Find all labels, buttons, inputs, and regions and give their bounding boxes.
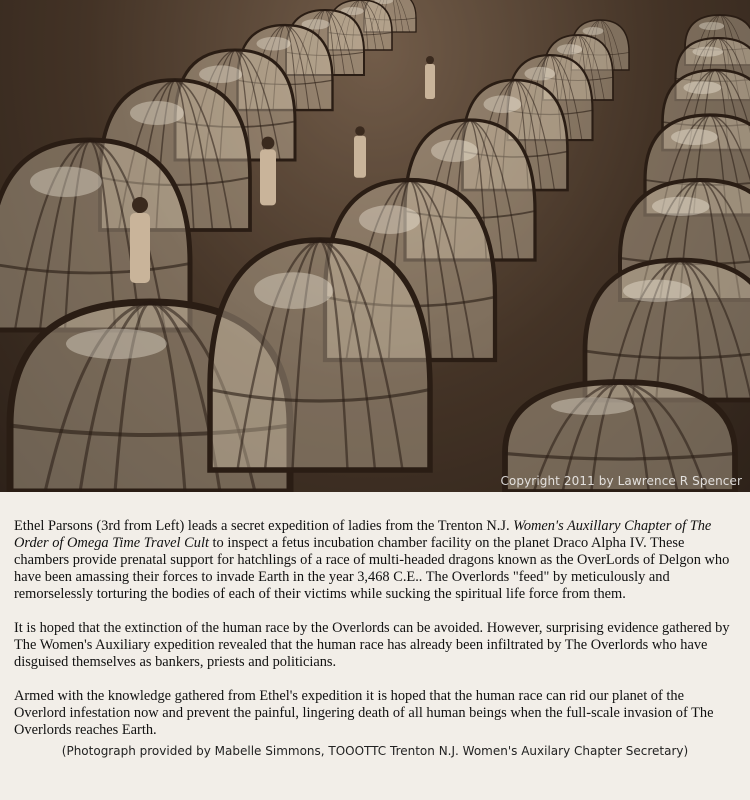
caption-paragraph-3: Armed with the knowledge gathered from Ethel's expedition it is hoped that the human race can rid our planet of the Overlord infestation now and prevent the painful, lingering death of all human beings when the full-scale invasion of The Overlords reaches Earth. [14, 688, 714, 738]
caption-p1-italic: Women's Auxillary Chapter of The Order of Omega Time Travel Cult [14, 518, 712, 551]
glass-dome [585, 260, 750, 400]
caption-paragraph-1 [14, 518, 736, 603]
photo-credit: (Photograph provided by Mabelle Simmons, TOOOTTC Trenton N.J. Women's Auxilary Chapter Secretary) [61, 744, 689, 758]
copyright-watermark: Copyright 2011 by Lawrence R Spencer [500, 474, 742, 488]
caption-text [0, 492, 750, 760]
glass-dome [210, 240, 430, 470]
caption-p1-text-b: to inspect a fetus incubation chamber facility on the planet Draco Alpha IV. These chambers provide prenatal support for hatchlings of a race of multi-headed dragons known as the OverLords of Delgon who have been amassing their forces to invade Earth in the year 3,468 C.E.. The Overlords "feed" by meticulously and remorselessly torturing the bodies of each of their victims while sucking the spiritual life force from them. [14, 535, 730, 602]
caption-paragraph-2: It is hoped that the extinction of the human race by the Overlords can be avoided. However, surprising evidence gathered by The Women's Auxiliary expedition revealed that the human race has already been infiltrated by The Overlords who have disguised themselves as bankers, priests and politicians. [14, 620, 730, 670]
caption-p1-text-a: Ethel Parsons (3rd from Left) leads a secret expedition of ladies from the Trenton N.J. [14, 518, 514, 534]
